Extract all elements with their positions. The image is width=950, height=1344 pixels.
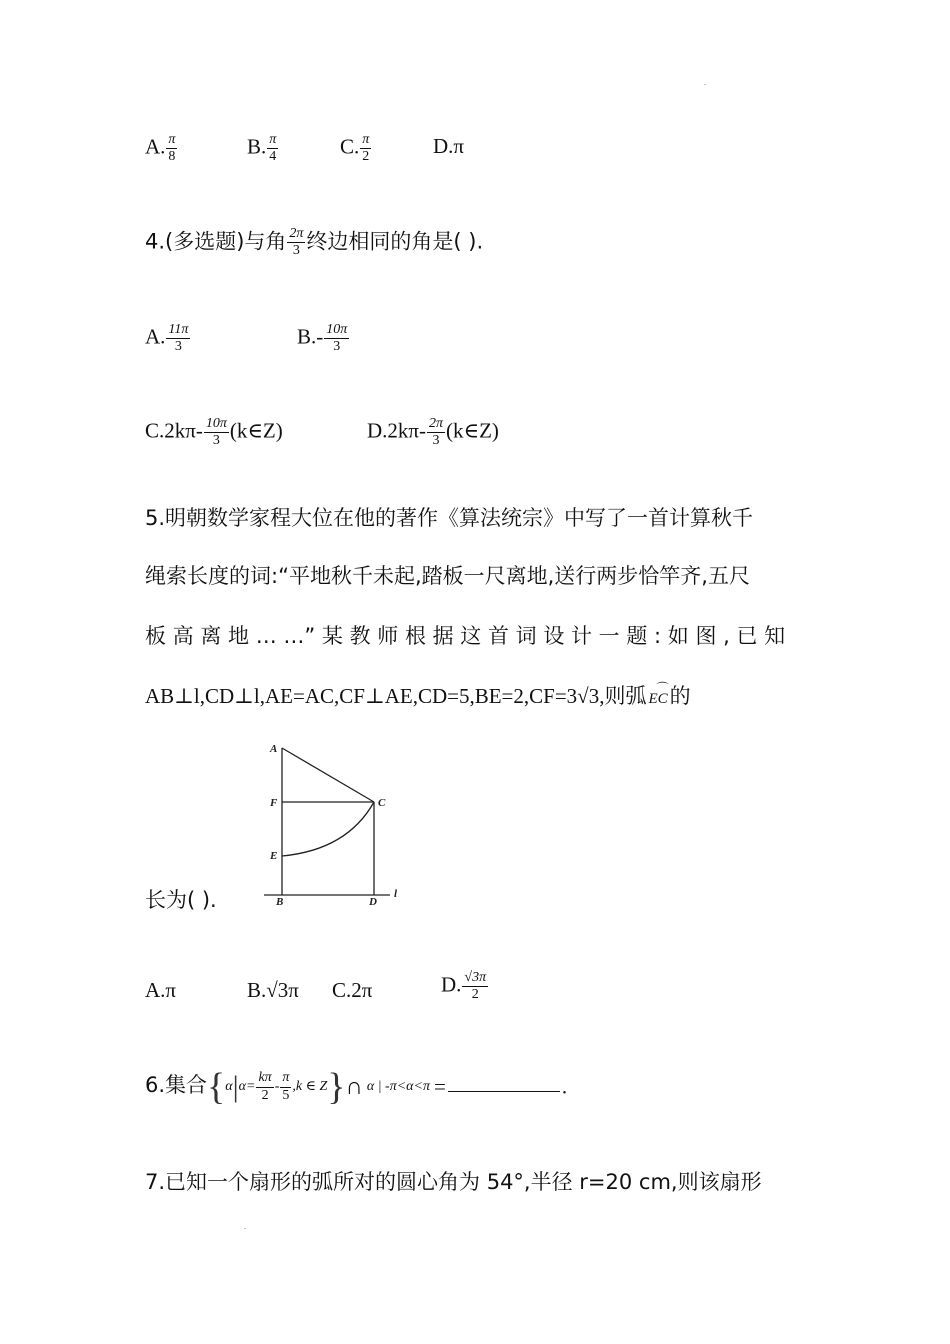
q5-option-a[interactable]: A.π	[145, 978, 177, 1002]
numerator: 2π	[427, 416, 445, 433]
denominator: 5	[282, 1087, 290, 1103]
denominator: 3	[212, 433, 220, 449]
q5-line-1: 5.明朝数学家程大位在他的著作《算法统宗》中写了一首计算秋千	[145, 506, 754, 530]
option-label: C.	[340, 134, 360, 159]
denominator: 8	[168, 149, 176, 165]
fraction	[267, 132, 278, 165]
fraction	[462, 970, 488, 1003]
q3-option-c[interactable]	[340, 132, 372, 165]
numerator: π	[166, 132, 177, 149]
fraction	[280, 1070, 291, 1103]
minus-sign: -	[274, 1079, 280, 1094]
answer-blank[interactable]	[448, 1091, 560, 1092]
option-label: A.	[145, 134, 166, 159]
q5-line-4-text: AB⊥l,CD⊥l,AE=AC,CF⊥AE,CD=5,BE=2,CF=3√3,则弧	[145, 684, 647, 708]
q5-line-4-end: 的	[669, 684, 691, 708]
option-text: D.2kπ-	[367, 418, 427, 443]
fraction	[166, 132, 177, 165]
q3-option-d[interactable]: D.π	[433, 134, 465, 158]
numerator: π	[280, 1070, 291, 1087]
denominator: 2	[261, 1087, 269, 1103]
scan-dot: .	[244, 1222, 246, 1231]
fraction	[360, 132, 371, 165]
arc-label-text: EC	[648, 691, 668, 707]
point-label-f: F	[270, 797, 278, 809]
arc-ec	[282, 802, 374, 856]
q5-option-d[interactable]	[441, 970, 489, 1003]
option-text: (k∈Z)	[446, 418, 499, 443]
brace-right: }	[327, 1066, 346, 1108]
q4-stem	[145, 226, 483, 259]
q5-line-2: 绳索长度的词:“平地秋千未起,踏板一尺离地,送行两步恰竿齐,五尺	[145, 564, 750, 588]
fraction	[166, 322, 190, 355]
numerator: kπ	[256, 1070, 273, 1087]
q4-option-c[interactable]	[145, 416, 283, 449]
option-label: B.-	[297, 324, 324, 349]
denominator: 4	[269, 149, 277, 165]
option-label: B.	[247, 134, 267, 159]
option-text: (k∈Z)	[229, 418, 283, 443]
numerator: 2π	[287, 226, 305, 243]
q4-option-b[interactable]	[297, 322, 350, 355]
point-label-d: D	[369, 896, 377, 908]
q3-option-b[interactable]	[247, 132, 279, 165]
q4-option-d[interactable]	[367, 416, 499, 449]
arc-ec-label	[648, 681, 669, 707]
q6-line	[145, 1068, 567, 1106]
denominator: 2	[362, 149, 370, 165]
denominator: 2	[471, 987, 479, 1003]
numerator: π	[360, 132, 371, 149]
fraction	[287, 226, 305, 259]
period: .	[561, 1074, 568, 1099]
q5-option-c[interactable]: C.2π	[332, 978, 373, 1002]
line-label-l: l	[394, 888, 398, 900]
numerator: 10π	[204, 416, 229, 433]
set-condition: ,k ∈ Z	[292, 1079, 328, 1094]
point-label-c: C	[378, 797, 386, 809]
point-label-e: E	[270, 850, 278, 862]
option-label: A.	[145, 324, 166, 349]
q4-stem-text: 4.(多选题)与角	[145, 229, 287, 254]
denominator: 3	[174, 339, 182, 355]
arc-symbol: ⌒	[656, 681, 669, 695]
point-label-b: B	[276, 896, 284, 908]
point-label-a: A	[270, 743, 278, 755]
geometry-figure	[262, 738, 412, 908]
set-variable: α	[225, 1079, 233, 1094]
fraction	[204, 416, 229, 449]
q4-stem-text: 终边相同的角是( ).	[306, 229, 484, 254]
fraction	[256, 1070, 273, 1103]
intersection-symbol: ∩	[345, 1074, 363, 1100]
q5-line-5: 长为( ).	[145, 888, 217, 912]
brace-left: {	[207, 1066, 226, 1108]
scan-dot: .	[704, 78, 706, 87]
q7-line-1: 7.已知一个扇形的弧所对的圆心角为 54°,半径 r=20 cm,则该扇形	[145, 1170, 762, 1194]
q6-label: 6.集合	[145, 1072, 208, 1097]
equals-sign: =	[434, 1074, 446, 1099]
q5-line-4	[145, 681, 691, 708]
numerator: 10π	[324, 322, 349, 339]
denominator: 3	[292, 243, 300, 259]
fraction	[427, 416, 445, 449]
segment-ac	[282, 748, 374, 802]
numerator: π	[267, 132, 278, 149]
option-text: C.2kπ-	[145, 418, 203, 443]
q5-option-b[interactable]: B.√3π	[247, 978, 299, 1002]
denominator: 3	[333, 339, 341, 355]
q4-option-a[interactable]	[145, 322, 191, 355]
q3-option-a[interactable]	[145, 132, 178, 165]
second-set: α | -π<α<π	[366, 1079, 430, 1094]
numerator: √3π	[462, 970, 488, 987]
fraction	[324, 322, 349, 355]
q5-line-3: 板 高 离 地 … …” 某 教 师 根 据 这 首 词 设 计 一 题 : 如 图 , 已 知	[145, 624, 786, 648]
numerator: 11π	[166, 322, 190, 339]
option-label: D.	[441, 972, 462, 997]
denominator: 3	[432, 433, 440, 449]
set-equation: α=	[238, 1079, 256, 1094]
set-bar: |	[232, 1070, 239, 1103]
